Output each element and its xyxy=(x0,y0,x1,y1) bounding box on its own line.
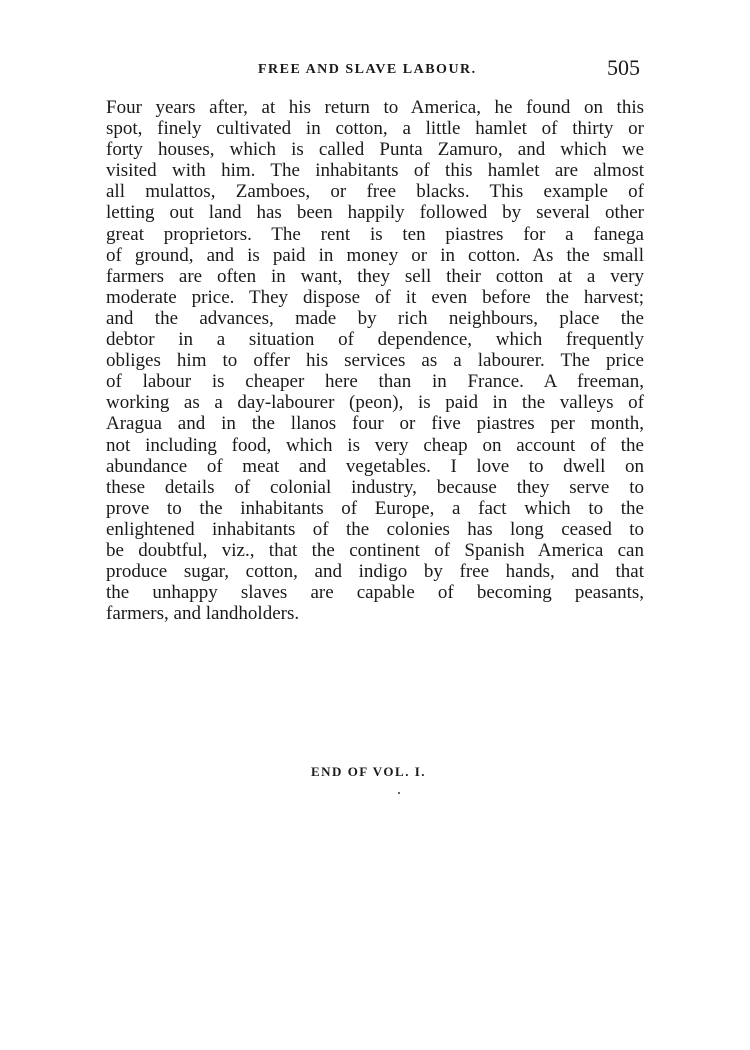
text-line: abundance of meat and vegetables. I love to dwell on xyxy=(106,455,644,477)
text-line: forty houses, which is called Punta Zamuro, and which we xyxy=(106,139,644,161)
running-head: FREE AND SLAVE LABOUR. xyxy=(258,62,477,77)
text-line: moderate price. They dispose of it even before the harvest; xyxy=(106,286,644,308)
text-line: all mulattos, Zamboes, or free blacks. This example of xyxy=(106,181,644,203)
text-line: spot, finely cultivated in cotton, a little hamlet of thirty or xyxy=(106,118,644,140)
text-line: Four years after, at his return to America, he found on this xyxy=(106,97,644,118)
text-line: letting out land has been happily followed by several other xyxy=(106,202,644,224)
end-of-volume-mark: END OF VOL. I. xyxy=(311,764,427,779)
text-line: of ground, and is paid in money or in cotton. As the small xyxy=(106,244,644,266)
text-line: debtor in a situation of dependence, which frequently xyxy=(106,329,644,351)
text-line: obliges him to offer his services as a labourer. The price xyxy=(106,350,644,372)
text-line: and the advances, made by rich neighbours, place the xyxy=(106,307,644,329)
text-line: produce sugar, cotton, and indigo by free hands, and that xyxy=(106,561,644,583)
text-line: the unhappy slaves are capable of becoming peasants, xyxy=(106,582,644,604)
text-line: of labour is cheaper here than in France. A freeman, xyxy=(106,371,644,393)
page-number: 505 xyxy=(607,55,640,80)
text-line: working as a day-labourer (peon), is paid in the valleys of xyxy=(106,392,644,414)
print-speck xyxy=(398,792,400,794)
text-line: visited with him. The inhabitants of this hamlet are almost xyxy=(106,160,644,182)
body-paragraph xyxy=(106,97,644,624)
text-line: not including food, which is very cheap on account of the xyxy=(106,434,644,456)
page-header xyxy=(108,54,642,84)
text-line-last: farmers, and landholders. xyxy=(106,603,300,625)
text-line: great proprietors. The rent is ten piastres for a fanega xyxy=(106,223,644,245)
text-line: these details of colonial industry, because they serve to xyxy=(106,476,644,498)
text-line: enlightened inhabitants of the colonies has long ceased to xyxy=(106,518,644,540)
text-line: prove to the inhabitants of Europe, a fact which to the xyxy=(106,497,644,519)
text-line: farmers are often in want, they sell their cotton at a very xyxy=(106,265,644,287)
text-line: Aragua and in the llanos four or five piastres per month, xyxy=(106,413,644,435)
text-line: be doubtful, viz., that the continent of Spanish America can xyxy=(106,539,644,561)
